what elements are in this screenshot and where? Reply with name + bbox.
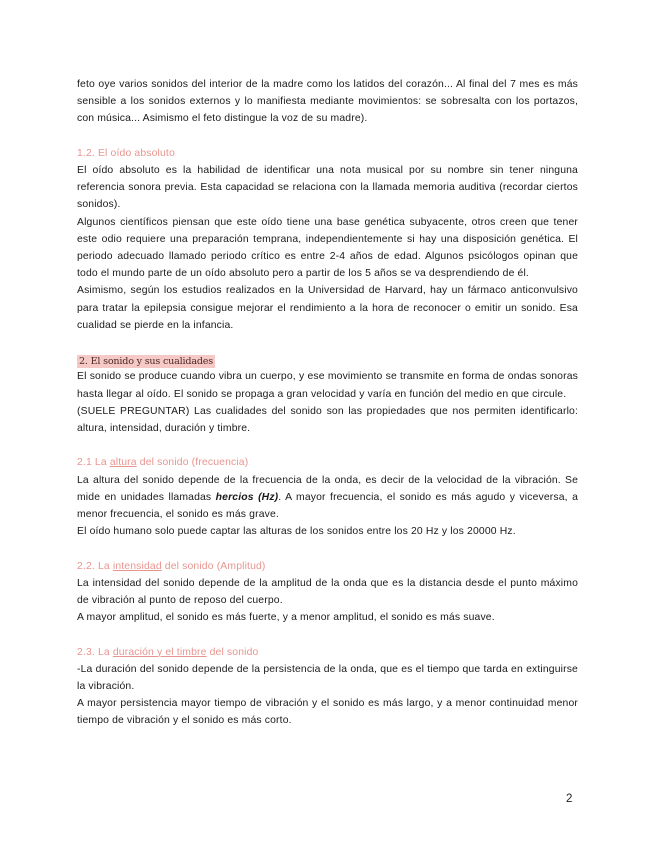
page-number: 2	[566, 793, 573, 805]
text-run: La altura del sonido depende de la frecuencia de la onda, es decir de la velocidad de la vibración. Se mide en unidades llamadas	[77, 474, 578, 503]
section-2-3-heading	[77, 644, 578, 661]
heading-suffix: del sonido (Amplitud)	[161, 560, 266, 572]
section-2-2-paragraph-2: A mayor amplitud, el sonido es más fuerte, y a menor amplitud, el sonido es más suave.	[77, 612, 495, 624]
document-page	[77, 76, 578, 730]
section-2-paragraph-2: (SUELE PREGUNTAR) Las cualidades del sonido son las propiedades que nos permiten identificarlo: altura, intensidad, duración y timbre.	[77, 405, 578, 435]
heading-suffix: del sonido (frecuencia)	[136, 457, 249, 469]
text-run: . A mayor frecuencia, el sonido es más agudo y viceversa, a menor frecuencia, el sonido es más grave.	[77, 491, 578, 521]
section-2-paragraph-1: El sonido se produce cuando vibra un cuerpo, y ese movimiento se transmite en forma de ondas sonoras hasta llegar al oído. El sonido se propaga a gran velocidad y varía en función del medio en que circule.	[77, 371, 578, 400]
section-2-heading-text: 2. El sonido y sus cualidades	[79, 356, 213, 368]
heading-prefix: 2.3. La	[77, 646, 113, 658]
section-1-2-paragraph-3: Asimismo, según los estudios realizados en la Universidad de Harvard, hay un fármaco anticonvulsivo para tratar la epilepsia consigue mejorar el rendimiento a la hora de reconocer o emitir un sonido. Esa cualidad se pierde en la infancia.	[77, 285, 578, 331]
section-1-2-heading: 1.2. El oído absoluto	[77, 147, 175, 159]
heading-prefix: 2.2. La	[77, 560, 113, 572]
section-2-1-paragraph-1	[77, 472, 578, 524]
section-2-3-paragraph-1: -La duración del sonido depende de la persistencia de la onda, que es el tiempo que tarda en extinguirse la vibración.	[77, 663, 578, 693]
section-2-1-paragraph-2: El oído humano solo puede captar las alturas de los sonidos entre los 20 Hz y los 20000 Hz.	[77, 526, 516, 538]
section-1-2-paragraph-2: Algunos científicos piensan que este oído tiene una base genética subyacente, otros creen que tener este odio requiere una preparación temprana, independientemente si hay una disposición genética. El periodo adecuado llamado periodo crítico es entre 2-4 años de edad. Algunos psicólogos opinan que todo el mundo parte de un oído absoluto pero a partir de los 5 años se va desprendiendo de él.	[77, 216, 578, 280]
section-2-1-heading	[77, 454, 578, 471]
heading-underlined: duración y el timbre	[112, 646, 207, 658]
heading-underlined: altura	[109, 457, 137, 469]
section-2-2-heading	[77, 558, 578, 575]
intro-paragraph: feto oye varios sonidos del interior de la madre como los latidos del corazón... Al final del 7 mes es más sensible a los sonidos externos y lo manifiesta mediante movimientos: se sobresalta con los portazos, con música... Asimismo el feto distingue la voz de su madre).	[77, 79, 578, 125]
heading-suffix: del sonido	[206, 646, 259, 658]
bold-term: hercios (Hz)	[215, 491, 279, 503]
section-2-heading	[77, 351, 578, 368]
section-1-2-paragraph-1: El oído absoluto es la habilidad de identificar una nota musical por su nombre sin tener ninguna referencia sonora previa. Esta capacidad se relaciona con la llamada memoria auditiva (recordar ciertos sonidos).	[77, 165, 578, 211]
section-2-2-paragraph-1: La intensidad del sonido depende de la amplitud de la onda que es la distancia desde el punto máximo de vibración al punto de reposo del cuerpo.	[77, 577, 578, 607]
heading-prefix: 2.1 La	[77, 457, 110, 469]
section-2-3-paragraph-2: A mayor persistencia mayor tiempo de vibración y el sonido es más largo, y a menor continuidad menor tiempo de vibración y el sonido es más corto.	[77, 698, 578, 727]
heading-underlined: intensidad	[112, 560, 162, 572]
